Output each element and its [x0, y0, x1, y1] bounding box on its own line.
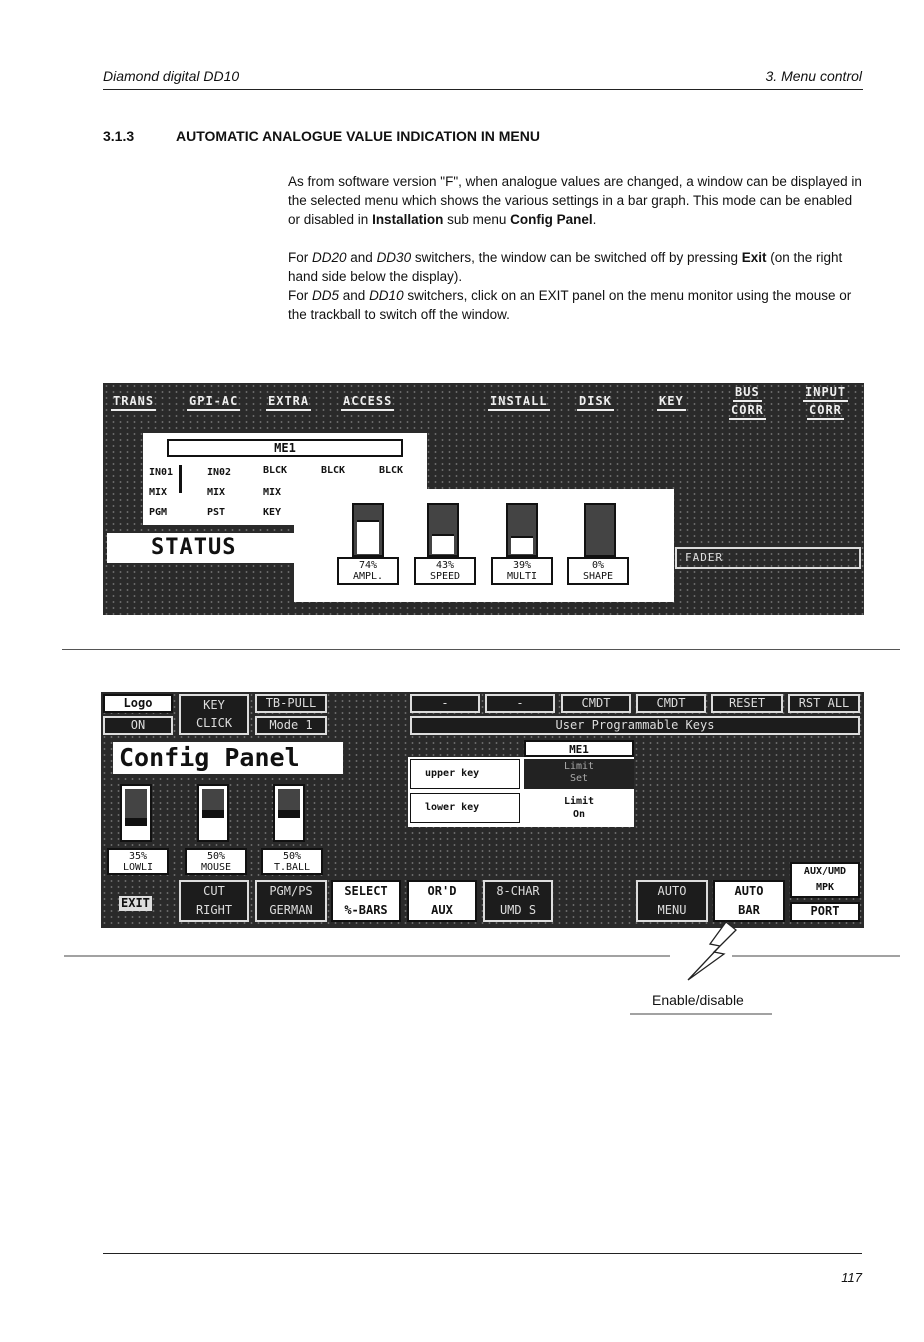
blank-button-2[interactable]: - [485, 694, 555, 713]
me-cell[interactable]: BLCK [321, 465, 346, 476]
tab-key[interactable]: KEY [657, 394, 686, 411]
blank-button-1[interactable]: - [410, 694, 480, 713]
status-title: STATUS [151, 535, 237, 560]
page-title: Config Panel [119, 743, 300, 772]
mode-button[interactable]: Mode 1 [255, 716, 327, 735]
exit-button[interactable]: EXIT [121, 896, 150, 910]
port-button[interactable]: PORT [790, 902, 860, 922]
rst-all-button[interactable]: RST ALL [788, 694, 860, 713]
logo-button[interactable]: Logo [103, 694, 173, 713]
cut-right-button[interactable]: CUT RIGHT [179, 880, 249, 922]
me-cell[interactable]: IN01 [149, 467, 174, 478]
multi-readout: 39% MULTI [491, 557, 553, 585]
tab-install[interactable]: INSTALL [488, 394, 550, 411]
me-cell[interactable]: PST [207, 507, 226, 518]
chapter-title: 3. Menu control [765, 68, 862, 84]
tab-disk[interactable]: DISK [577, 394, 614, 411]
lowli-readout: 35% LOWLI [107, 848, 169, 875]
lowli-slider[interactable] [120, 784, 152, 842]
status-menu-screenshot [103, 383, 864, 615]
auto-menu-button[interactable]: AUTO MENU [636, 880, 708, 922]
tab-bus-corr[interactable]: CORR [729, 403, 766, 420]
me-bar-marker [179, 465, 182, 493]
key-limit-panel [408, 757, 634, 827]
tab-extra[interactable]: EXTRA [266, 394, 311, 411]
bar-graph-window [294, 489, 674, 602]
reset-button[interactable]: RESET [711, 694, 783, 713]
me-cell[interactable]: MIX [263, 487, 282, 498]
tab-bus[interactable]: BUS [733, 385, 762, 402]
footer-rule [103, 1253, 862, 1254]
tab-input-corr[interactable]: CORR [807, 403, 844, 420]
config-panel-screenshot [101, 692, 864, 928]
fader-bar[interactable] [675, 547, 861, 569]
limit-set-button[interactable]: Limit Set [524, 759, 634, 789]
mouse-readout: 50% MOUSE [185, 848, 247, 875]
key-click-button[interactable]: KEY CLICK [179, 694, 249, 735]
fader-label: FADER [685, 551, 724, 564]
tab-input[interactable]: INPUT [803, 385, 848, 402]
ampl-readout: 74% AMPL. [337, 557, 399, 585]
me-cell[interactable]: PGM [149, 507, 168, 518]
divider [62, 649, 900, 650]
callout-arrow-graphic [60, 918, 902, 1018]
shape-slider[interactable] [584, 503, 616, 557]
speed-readout: 43% SPEED [414, 557, 476, 585]
me1-label: ME1 [524, 740, 634, 757]
ampl-slider[interactable] [352, 503, 384, 557]
section-number: 3.1.3 [103, 128, 135, 144]
user-programmable-keys-header: User Programmable Keys [410, 716, 860, 735]
speed-slider[interactable] [427, 503, 459, 557]
select-bars-button[interactable]: SELECT %-BARS [331, 880, 401, 922]
aux-umd-button[interactable]: AUX/UMD MPK [790, 862, 860, 898]
config-panel-title-bar [113, 742, 343, 774]
tab-trans[interactable]: TRANS [111, 394, 156, 411]
8-char-umd-button[interactable]: 8-CHAR UMD S [483, 880, 553, 922]
shape-readout: 0% SHAPE [567, 557, 629, 585]
on-button[interactable]: ON [103, 716, 173, 735]
tball-slider[interactable] [273, 784, 305, 842]
tab-gpi-ac[interactable]: GPI-AC [187, 394, 240, 411]
ord-aux-button[interactable]: OR'D AUX [407, 880, 477, 922]
tab-access[interactable]: ACCESS [341, 394, 394, 411]
lower-key-button[interactable]: lower key [410, 793, 520, 823]
paragraph-1: As from software version "F", when analogue values are changed, a window can be displayed in the selected menu which shows the various settings in a bar graph. This mode can be enabled or disabled in Installation sub menu Config Panel. [288, 174, 862, 227]
me-label: ME1 [167, 439, 403, 457]
paragraph-3: For DD5 and DD10 switchers, click on an EXIT panel on the menu monitor using the mouse or the trackball to switch off the window. [288, 288, 852, 322]
tball-readout: 50% T.BALL [261, 848, 323, 875]
status-bar [107, 533, 297, 563]
document-title: Diamond digital DD10 [103, 68, 240, 84]
header-rule [103, 89, 863, 90]
auto-bar-button[interactable]: AUTO BAR [713, 880, 785, 922]
me-cell[interactable]: BLCK [263, 465, 288, 476]
mouse-slider[interactable] [197, 784, 229, 842]
enable-disable-note: Enable/disable [652, 992, 744, 1008]
me-cell[interactable]: IN02 [207, 467, 232, 478]
cmdt-button-2[interactable]: CMDT [636, 694, 706, 713]
cmdt-button-1[interactable]: CMDT [561, 694, 631, 713]
tb-pull-button[interactable]: TB-PULL [255, 694, 327, 713]
me-cell[interactable]: MIX [149, 487, 168, 498]
me-cell[interactable]: MIX [207, 487, 226, 498]
page-number: 117 [841, 1270, 862, 1285]
section-title: AUTOMATIC ANALOGUE VALUE INDICATION IN MENU [176, 128, 540, 144]
upper-key-button[interactable]: upper key [410, 759, 520, 789]
pgm-german-button[interactable]: PGM/PS GERMAN [255, 880, 327, 922]
multi-slider[interactable] [506, 503, 538, 557]
limit-on-button[interactable]: Limit On [563, 796, 595, 820]
me-cell[interactable]: BLCK [379, 465, 404, 476]
me-cell[interactable]: KEY [263, 507, 282, 518]
paragraph-2: For DD20 and DD30 switchers, the window can be switched off by pressing Exit (on the right hand side below the display). [288, 250, 843, 284]
